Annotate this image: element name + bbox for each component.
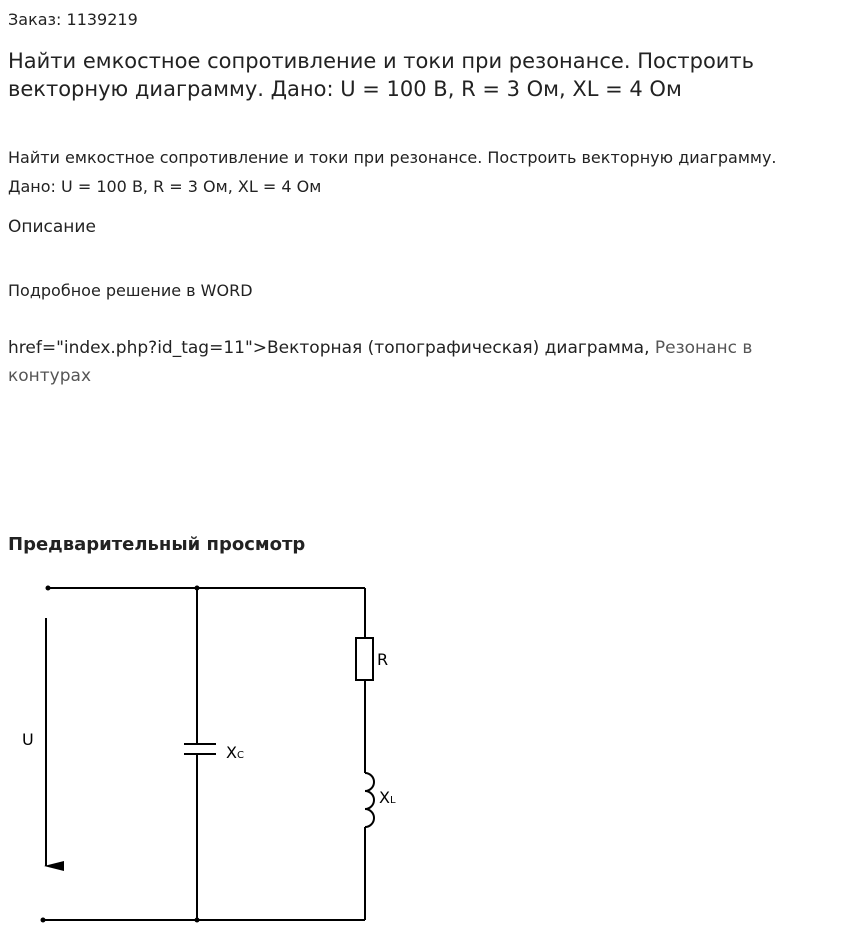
inductor-coil bbox=[365, 773, 374, 827]
task-statement: Найти емкостное сопротивление и токи при резонансе. Построить векторную диаграмму. Дано: U = 100 В, R = 3 Ом, XL = 4 Ом bbox=[8, 148, 777, 196]
preview-heading: Предварительный просмотр bbox=[8, 534, 306, 555]
terminal-top bbox=[46, 586, 51, 591]
resistor bbox=[356, 638, 373, 680]
tag-link-resonance[interactable]: Резонанс в контурах bbox=[8, 338, 753, 386]
tags-line bbox=[8, 334, 832, 390]
voltage-label: U bbox=[22, 730, 34, 749]
terminal-bottom bbox=[41, 918, 46, 923]
page-title: Найти емкостное сопротивление и токи при резонансе. Построить векторную диаграмму. Дано: U = 100 В, R = 3 Ом, XL = 4 Ом bbox=[8, 49, 755, 101]
node-top bbox=[195, 586, 200, 591]
node-bottom bbox=[195, 918, 200, 923]
description-detail: Подробное решение в WORD bbox=[8, 281, 253, 300]
resistor-label: R bbox=[377, 650, 389, 669]
order-number: Заказ: 1139219 bbox=[8, 10, 138, 29]
capacitor-label: XC bbox=[226, 743, 244, 762]
tags-prefix-text: href="index.php?id_tag=11">Векторная (топографическая) диаграмма, bbox=[8, 338, 655, 358]
circuit-diagram bbox=[8, 570, 448, 940]
inductor-label: XL bbox=[379, 788, 396, 807]
description-heading: Описание bbox=[8, 217, 96, 237]
